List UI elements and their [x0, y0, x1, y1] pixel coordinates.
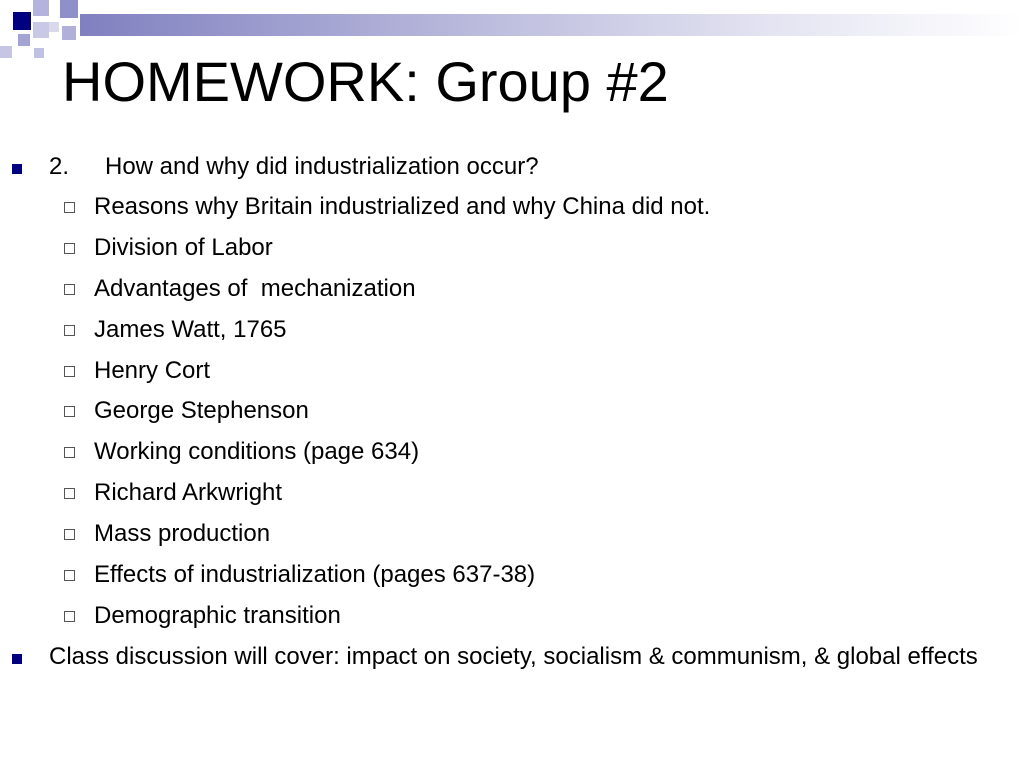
hollow-square-bullet-icon: [64, 529, 75, 540]
decor-square-icon: [18, 34, 30, 46]
sub-item-text: Mass production: [94, 520, 271, 548]
title-gradient-bar: [80, 14, 1024, 36]
sub-list-item: [0, 354, 1024, 388]
hollow-square-bullet-icon: [64, 488, 75, 499]
sub-list-item: [0, 313, 1024, 347]
sub-item-text: Reasons why Britain industrialized and why China did not.: [94, 193, 711, 220]
decor-square-icon: [13, 12, 31, 30]
decor-square-icon: [34, 48, 44, 58]
hollow-square-bullet-icon: [64, 284, 75, 295]
sub-list-item: [0, 599, 1024, 633]
hollow-square-bullet-icon: [64, 406, 75, 417]
sub-list-item: [0, 231, 1024, 265]
sub-item-text: Demographic transition: [94, 601, 341, 629]
square-bullet-icon: [12, 654, 22, 664]
item-text: Class discussion will cover: impact on society, socialism & communism, & global effects: [49, 642, 978, 670]
decor-square-icon: [33, 22, 49, 38]
decor-square-icon: [49, 22, 59, 32]
list-item: [0, 640, 1024, 674]
hollow-square-bullet-icon: [64, 570, 75, 581]
hollow-square-bullet-icon: [64, 243, 75, 254]
sub-list-item: [0, 517, 1024, 551]
slide-title: HOMEWORK: Group #2: [62, 50, 669, 113]
decor-square-icon: [60, 0, 78, 18]
sub-list-item: [0, 272, 1024, 306]
item-text: How and why did industrialization occur?: [105, 153, 539, 180]
sub-list-item: [0, 558, 1024, 592]
decor-square-icon: [62, 26, 76, 40]
hollow-square-bullet-icon: [64, 325, 75, 336]
sub-list-item: [0, 394, 1024, 428]
bullet-list: [0, 150, 1024, 680]
hollow-square-bullet-icon: [64, 611, 75, 622]
sub-item-text: Advantages of mechanization: [94, 274, 416, 302]
sub-list-item: [0, 435, 1024, 469]
list-item: [0, 150, 1024, 184]
hollow-square-bullet-icon: [64, 202, 75, 213]
decor-square-icon: [33, 0, 49, 16]
sub-item-text: Richard Arkwright: [94, 479, 283, 507]
item-number: 2.: [49, 153, 70, 180]
sub-list-item: [0, 190, 1024, 224]
hollow-square-bullet-icon: [64, 366, 75, 377]
sub-item-text: Working conditions (page 634): [94, 438, 420, 466]
square-bullet-icon: [12, 164, 22, 174]
sub-list-item: [0, 476, 1024, 510]
hollow-square-bullet-icon: [64, 447, 75, 458]
sub-item-text: James Watt, 1765: [94, 315, 287, 343]
sub-item-text: George Stephenson: [94, 397, 309, 425]
decor-square-icon: [0, 46, 12, 58]
sub-item-text: Division of Labor: [94, 233, 273, 261]
sub-item-text: Effects of industrialization (pages 637-38): [94, 561, 536, 589]
sub-item-text: Henry Cort: [94, 356, 211, 384]
